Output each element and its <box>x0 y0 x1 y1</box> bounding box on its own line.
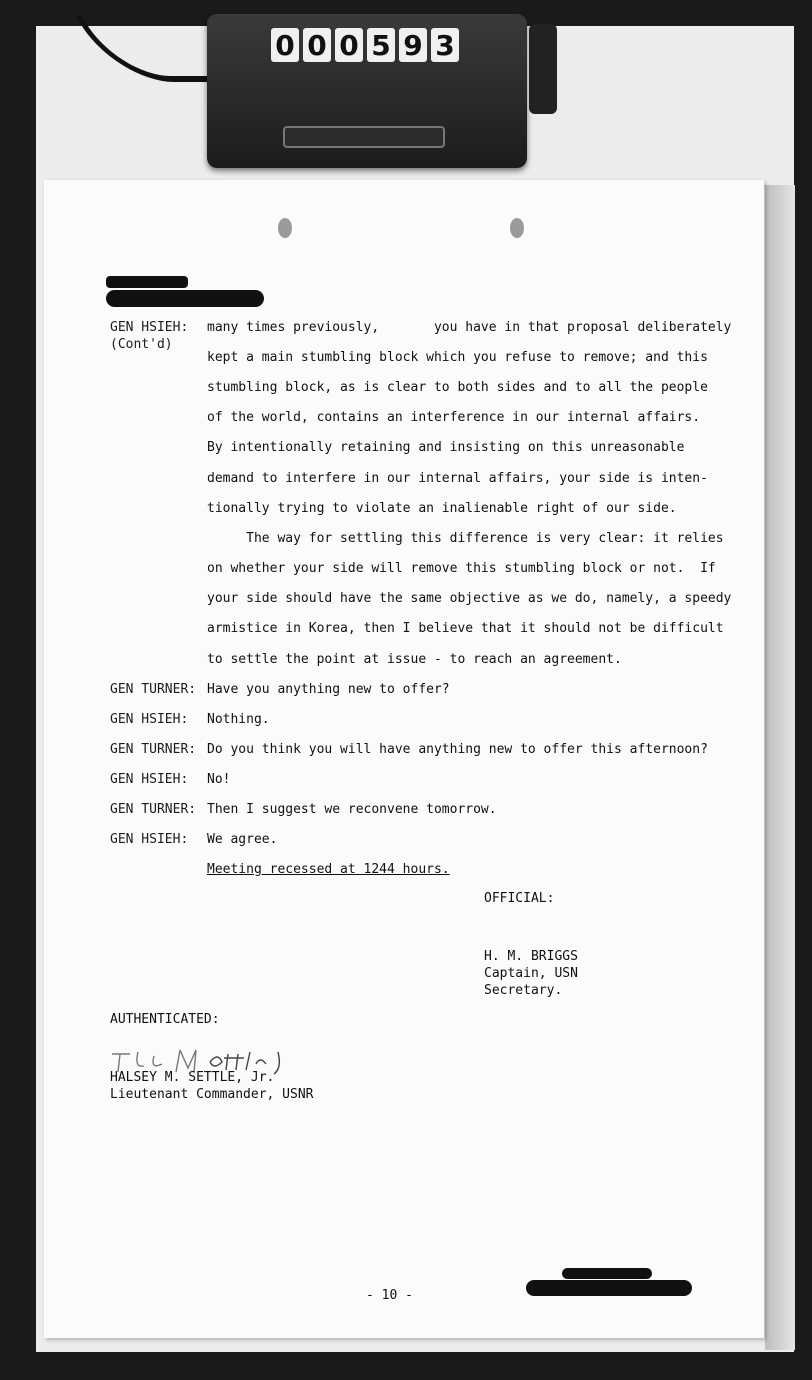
counter-digit: 5 <box>367 28 395 62</box>
counter-plate <box>283 126 445 148</box>
page-number: - 10 - <box>366 1288 413 1303</box>
statement-line: tionally trying to violate an inalienable right of our side. <box>207 501 677 516</box>
redaction-mark <box>106 276 188 288</box>
recess-note: Meeting recessed at 1244 hours. <box>207 862 450 877</box>
statement-line: of the world, contains an interference in our internal affairs. <box>207 410 701 425</box>
counter-digit: 3 <box>431 28 459 62</box>
statement-line: many times previously, you have in that proposal deliberately <box>207 320 732 335</box>
statement-line: demand to interfere in our internal affairs, your side is inten- <box>207 471 708 486</box>
authenticating-name: HALSEY M. SETTLE, Jr. <box>110 1070 275 1085</box>
speaker-label: GEN HSIEH: <box>110 832 189 847</box>
statement-line: on whether your side will remove this stumbling block or not. If <box>207 561 716 576</box>
statement-line: We agree. <box>207 832 278 847</box>
speaker-label: GEN TURNER: <box>110 742 197 757</box>
authenticated-label: AUTHENTICATED: <box>110 1012 220 1027</box>
counter-digit: 9 <box>399 28 427 62</box>
redaction-mark <box>106 290 264 307</box>
speaker-label: GEN HSIEH: <box>110 320 189 335</box>
speaker-label: GEN TURNER: <box>110 682 197 697</box>
counter-digits <box>271 28 459 62</box>
statement-line: armistice in Korea, then I believe that it should not be difficult <box>207 621 724 636</box>
speaker-label: GEN HSIEH: <box>110 772 189 787</box>
speaker-label: GEN HSIEH: <box>110 712 189 727</box>
redaction-mark <box>562 1268 652 1279</box>
official-rank: Captain, USN <box>484 966 578 981</box>
statement-line: Nothing. <box>207 712 270 727</box>
statement-line: Do you think you will have anything new to offer this afternoon? <box>207 742 708 757</box>
speaker-note: (Cont'd) <box>110 337 173 352</box>
statement-line: stumbling block, as is clear to both sides and to all the people <box>207 380 708 395</box>
statement-line: By intentionally retaining and insisting on this unreasonable <box>207 440 685 455</box>
counter-digit: 0 <box>335 28 363 62</box>
page-edge-shadow <box>765 185 795 1350</box>
statement-line: your side should have the same objective as we do, namely, a speedy <box>207 591 732 606</box>
official-label: OFFICIAL: <box>484 891 555 906</box>
authenticating-rank: Lieutenant Commander, USNR <box>110 1087 314 1102</box>
document-page <box>44 180 764 1338</box>
official-title: Secretary. <box>484 983 563 998</box>
statement-line: to settle the point at issue - to reach an agreement. <box>207 652 622 667</box>
counter-digit: 0 <box>303 28 331 62</box>
statement-line: No! <box>207 772 231 787</box>
counter-digit: 0 <box>271 28 299 62</box>
statement-line: kept a main stumbling block which you refuse to remove; and this <box>207 350 708 365</box>
punch-hole <box>510 218 524 238</box>
official-name: H. M. BRIGGS <box>484 949 578 964</box>
statement-line: Then I suggest we reconvene tomorrow. <box>207 802 497 817</box>
speaker-label: GEN TURNER: <box>110 802 197 817</box>
redaction-mark <box>526 1280 692 1296</box>
frame-counter <box>207 14 527 168</box>
counter-knob <box>529 24 557 114</box>
statement-line: The way for settling this difference is very clear: it relies <box>207 531 724 546</box>
statement-line: Have you anything new to offer? <box>207 682 450 697</box>
punch-hole <box>278 218 292 238</box>
